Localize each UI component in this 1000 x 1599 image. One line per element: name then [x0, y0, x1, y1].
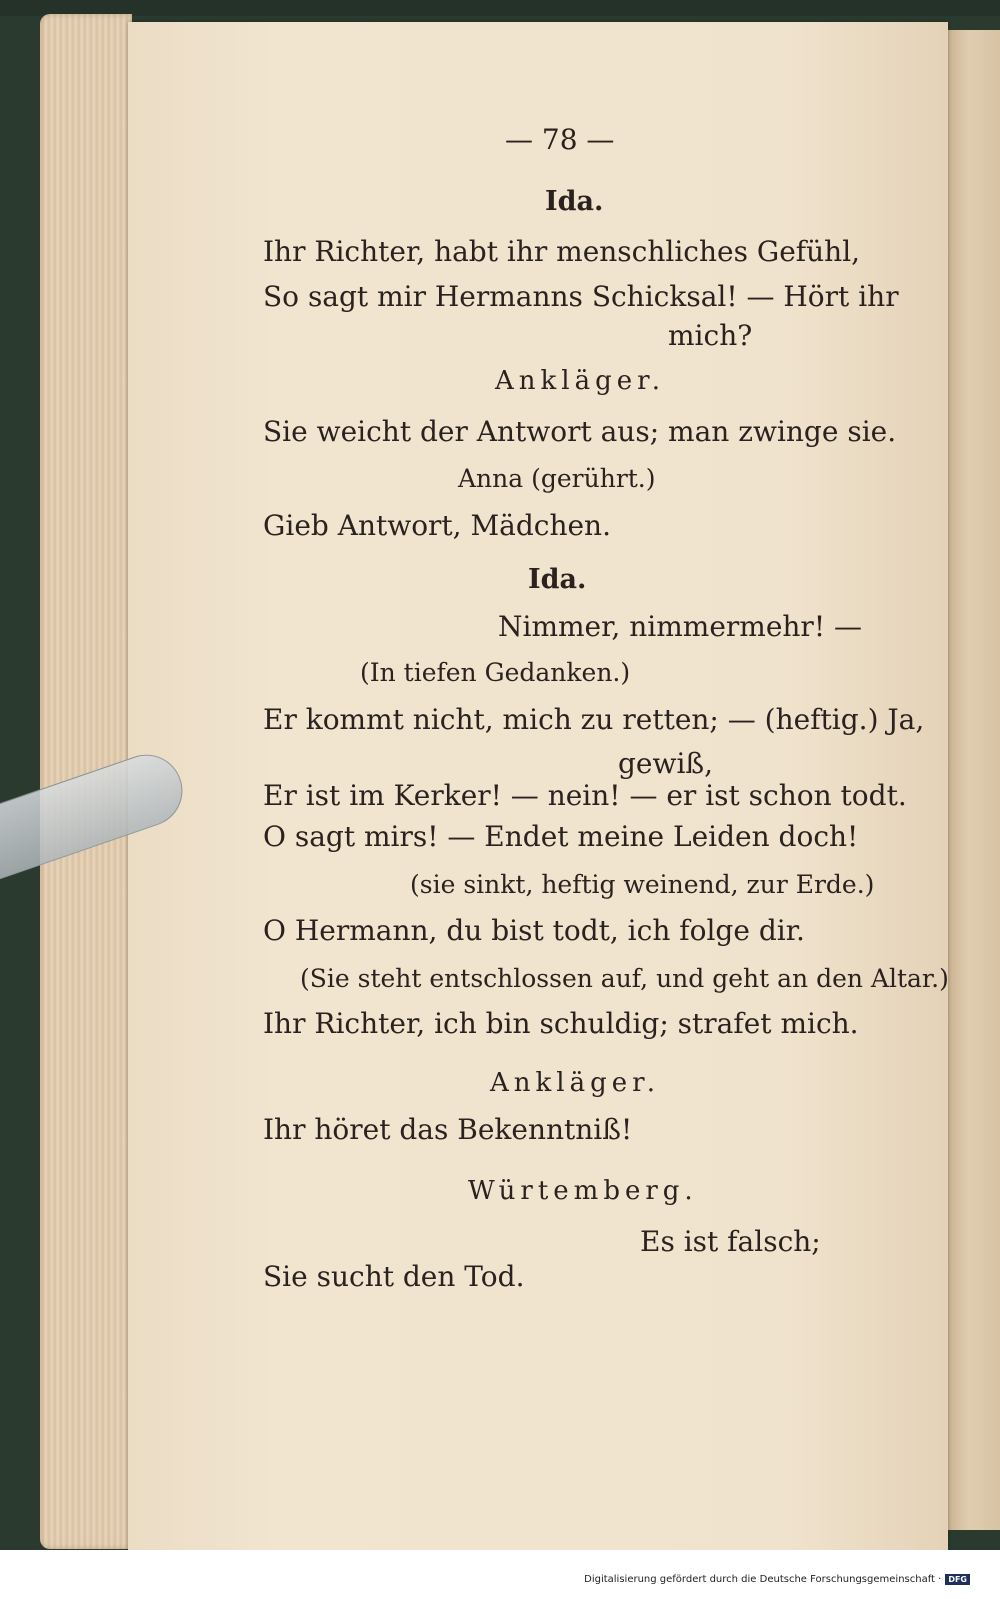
facing-page-edge [948, 30, 1000, 1530]
verse-line: Gieb Antwort, Mädchen. [263, 509, 611, 542]
verse-line: Sie weicht der Antwort aus; man zwinge sie. [263, 415, 897, 448]
speaker-heading: Ankläger. [490, 1068, 660, 1098]
dfg-logo: DFG [945, 1574, 970, 1585]
speaker-heading: Ida. [528, 564, 587, 595]
verse-line: Ihr Richter, habt ihr menschliches Gefühl, [263, 235, 861, 268]
verse-line: Es ist falsch; [640, 1225, 821, 1258]
verse-line: Er kommt nicht, mich zu retten; — (heftig.) Ja, [263, 703, 925, 736]
stage-direction: (In tiefen Gedanken.) [360, 658, 631, 687]
verse-line: mich? [668, 319, 753, 352]
scanner-background-top [0, 0, 1000, 16]
page-number-header: — 78 — [505, 123, 615, 156]
verse-line: Er ist im Kerker! — nein! — er ist schon todt. [263, 779, 907, 812]
verse-line: Ihr Richter, ich bin schuldig; strafet mich. [263, 1007, 859, 1040]
digitization-credit [584, 1574, 970, 1585]
credit-text: Digitalisierung gefördert durch die Deutsche Forschungsgemeinschaft · [584, 1574, 942, 1585]
verse-line: Ihr höret das Bekenntniß! [263, 1113, 633, 1146]
speaker-heading: Ida. [545, 186, 604, 217]
verse-line: gewiß, [618, 747, 714, 780]
stage-direction: (sie sinkt, heftig weinend, zur Erde.) [410, 870, 875, 899]
stage-direction: (Sie steht entschlossen auf, und geht an den Altar.) [300, 964, 949, 993]
verse-line: O Hermann, du bist todt, ich folge dir. [263, 914, 805, 947]
verse-line: Sie sucht den Tod. [263, 1260, 525, 1293]
speaker-heading: Anna (gerührt.) [458, 464, 656, 493]
verse-line: So sagt mir Hermanns Schicksal! — Hört ihr [263, 280, 899, 313]
speaker-heading: Ankläger. [495, 366, 665, 396]
verse-line: O sagt mirs! — Endet meine Leiden doch! [263, 820, 859, 853]
verse-line: Nimmer, nimmermehr! — [498, 610, 862, 643]
speaker-heading: Würtemberg. [468, 1176, 698, 1206]
